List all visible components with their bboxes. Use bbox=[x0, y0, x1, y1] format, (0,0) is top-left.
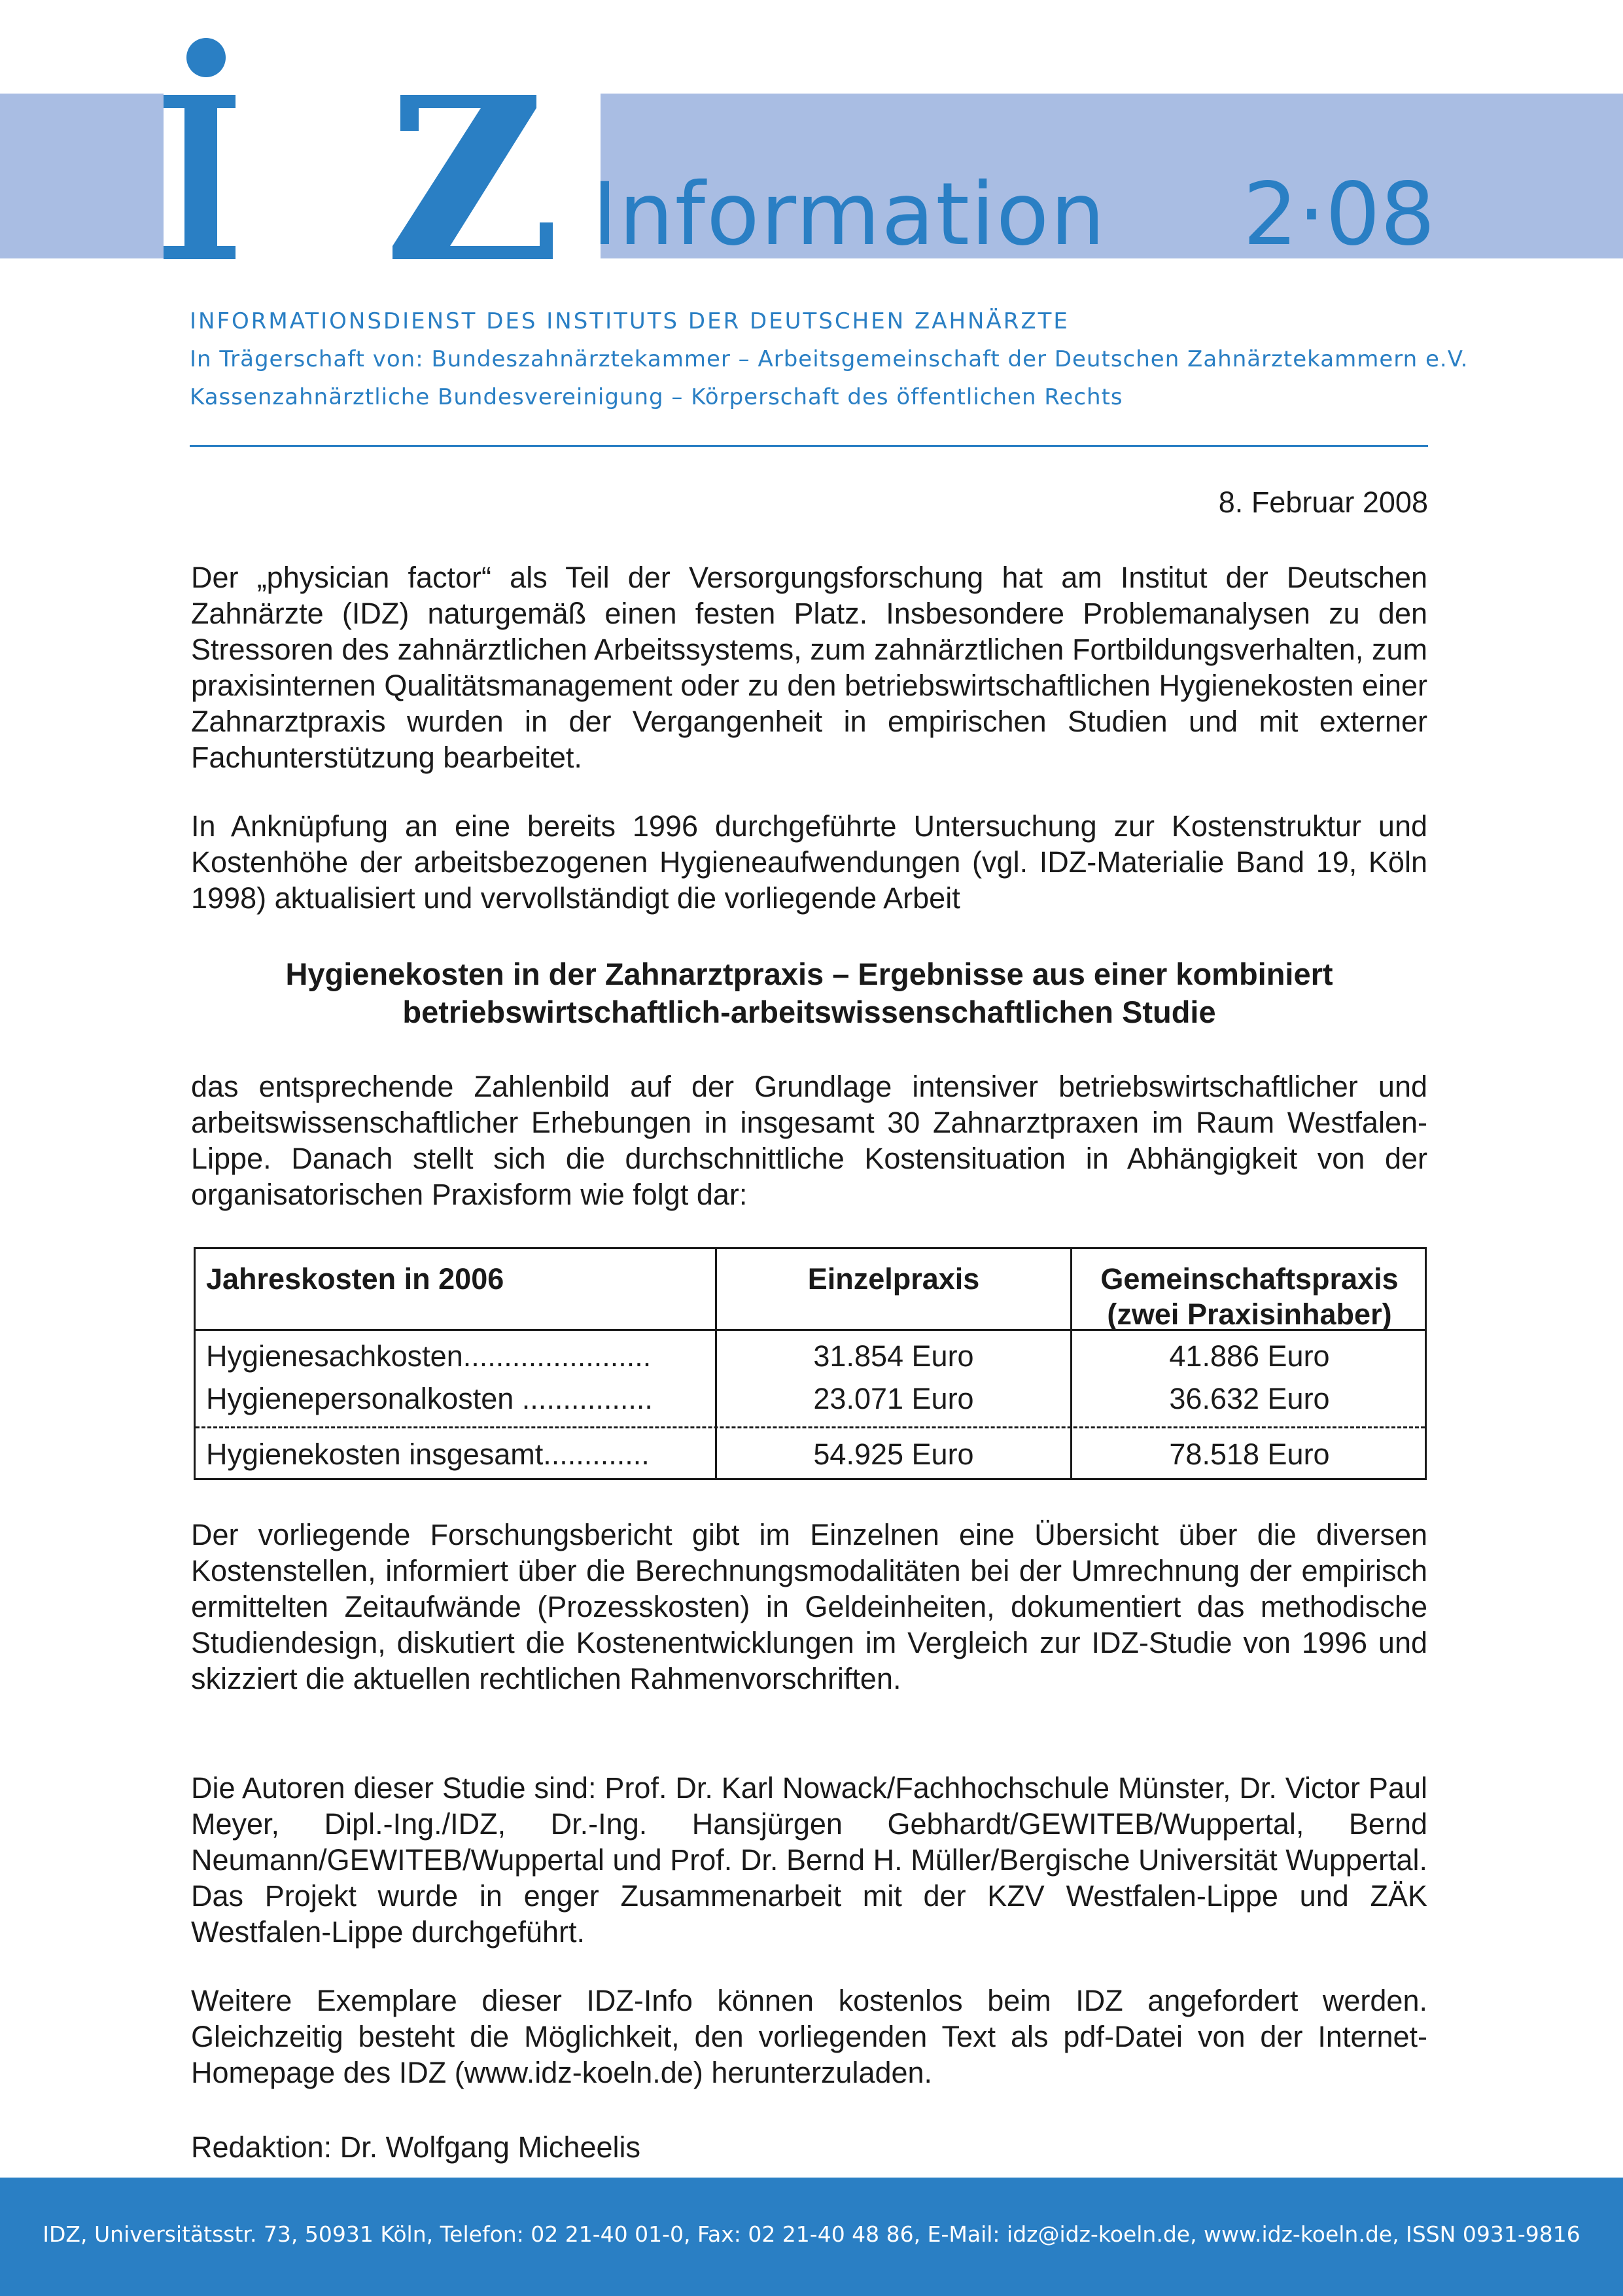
paragraph-2: In Anknüpfung an eine bereits 1996 durchgeführte Untersuchung zur Kostenstruktur und Kostenhöhe der arbeitsbezogenen Hygieneaufwendungen (vgl. IDZ-Materialie Band 19, Köln 1998) aktualisiert und vervollständigt die vorliegende Arbeit bbox=[191, 809, 1427, 915]
header-rule bbox=[190, 445, 1428, 447]
paragraph-6: Weitere Exemplare dieser IDZ-Info können kostenlos beim IDZ angefordert werden. Gleichzeitig besteht die Möglichkeit, den vorliegenden Text als pdf-Datei von der Internet-Homepage des IDZ (www.idz-koeln.de) herunterzuladen. bbox=[191, 1984, 1427, 2089]
organization-lines bbox=[190, 302, 1468, 416]
org-line-2: In Trägerschaft von: Bundeszahnärztekammer – Arbeitsgemeinschaft der Deutschen Zahnärztekammern e.V. bbox=[190, 346, 1469, 372]
table-cell: 23.071 Euro bbox=[813, 1382, 974, 1415]
table-cell: 54.925 Euro bbox=[813, 1438, 974, 1471]
footer-contact: IDZ, Universitätsstr. 73, 50931 Köln, Telefon: 02 21-40 01-0, Fax: 02 21-40 48 86, E-Mail: idz@idz-koeln.de, www.idz-koeln.de, ISSN 0931-9816 bbox=[43, 2221, 1580, 2247]
publication-date: 8. Februar 2008 bbox=[1218, 486, 1428, 519]
table-cell: 41.886 Euro bbox=[1169, 1339, 1330, 1373]
study-heading-line-1: Hygienekosten in der Zahnarztpraxis – Ergebnisse aus einer kombiniert bbox=[285, 957, 1333, 991]
paragraph-5: Die Autoren dieser Studie sind: Prof. Dr. Karl Nowack/Fachhochschule Münster, Dr. Victor Paul Meyer, Dipl.-Ing./IDZ, Dr.-Ing. Hansjürgen Gebhardt/GEWITEB/Wuppertal, Bernd Neumann/GEWITEB/Wuppertal und Prof. Dr. Bernd H. Müller/Bergische Universität Wuppertal. Das Projekt wurde in enger Zusammenarbeit mit der KZV Westfalen-Lippe und ZÄK Westfalen-Lippe durchgeführt. bbox=[191, 1771, 1427, 1949]
table-cell: Hygienekosten insgesamt............. bbox=[206, 1438, 650, 1471]
issue-number: 2·08 bbox=[1243, 164, 1435, 265]
paragraph-4: Der vorliegende Forschungsbericht gibt im Einzelnen eine Übersicht über die diversen Kostenstellen, informiert über die Berechnungsmodalitäten bei der Umrechnung der empirisch ermittelten Zeitaufwände (Prozesskosten) in Geldeinheiten, dokumentiert das methodische Studiendesign, diskutiert die Kostenentwicklungen im Vergleich zur IDZ-Studie von 1996 und skizziert die aktuellen rechtlichen Rahmenvorschriften. bbox=[191, 1518, 1427, 1695]
table-cell: Hygienepersonalkosten ................ bbox=[206, 1382, 653, 1415]
paragraph-1: Der „physician factor“ als Teil der Versorgungsforschung hat am Institut der Deutschen Zahnärzte (IDZ) naturgemäß einen festen Platz. Insbesondere Problemanalysen zu den Stressoren des zahnärztlichen Arbeitssystems, zum zahnärztlichen Fortbildungsverhalten, zum praxisinternen Qualitätsmanagement oder zu den betriebswirtschaftlichen Hygienekosten einer Zahnarztpraxis wurden in der Vergangenheit in empirischen Studien und mit externer Fachunterstützung bearbeitet. bbox=[191, 561, 1427, 774]
cost-table bbox=[194, 1247, 1427, 1480]
paragraph-3: das entsprechende Zahlenbild auf der Grundlage intensiver betriebswirtschaftlicher und arbeitswissenschaftlicher Erhebungen in insgesamt 30 Zahnarztpraxen im Raum Westfalen-Lippe. Danach stellt sich die durchschnittliche Kostensituation in Abhängigkeit von der organisatorischen Praxisform wie folgt dar: bbox=[191, 1070, 1427, 1211]
table-header-cell: (zwei Praxisinhaber) bbox=[1107, 1298, 1392, 1331]
org-line-1: INFORMATIONSDIENST DES INSTITUTS DER DEUTSCHEN ZAHNÄRZTE bbox=[190, 308, 1070, 334]
study-heading bbox=[191, 955, 1427, 1031]
table-header-cell: Gemeinschaftspraxis bbox=[1100, 1262, 1399, 1296]
table-cell: 36.632 Euro bbox=[1169, 1382, 1330, 1415]
publication-title: Information bbox=[592, 164, 1107, 265]
table-cell: 78.518 Euro bbox=[1169, 1438, 1330, 1471]
footer-bar bbox=[0, 2178, 1623, 2296]
table-cell: 31.854 Euro bbox=[813, 1339, 974, 1373]
table-cell: Hygienesachkosten....................... bbox=[206, 1339, 652, 1373]
editor-line: Redaktion: Dr. Wolfgang Micheelis bbox=[191, 2130, 640, 2164]
table-total-rule bbox=[196, 1426, 1425, 1428]
table-header-cell: Einzelpraxis bbox=[807, 1262, 980, 1296]
table-header-cell: Jahreskosten in 2006 bbox=[206, 1262, 504, 1296]
idz-logo bbox=[157, 26, 563, 262]
study-heading-line-2: betriebswirtschaftlich-arbeitswissenschaftlichen Studie bbox=[402, 995, 1216, 1029]
org-line-3: Kassenzahnärztliche Bundesvereinigung – Körperschaft des öffentlichen Rechts bbox=[190, 384, 1123, 410]
header-band-left bbox=[0, 94, 164, 258]
